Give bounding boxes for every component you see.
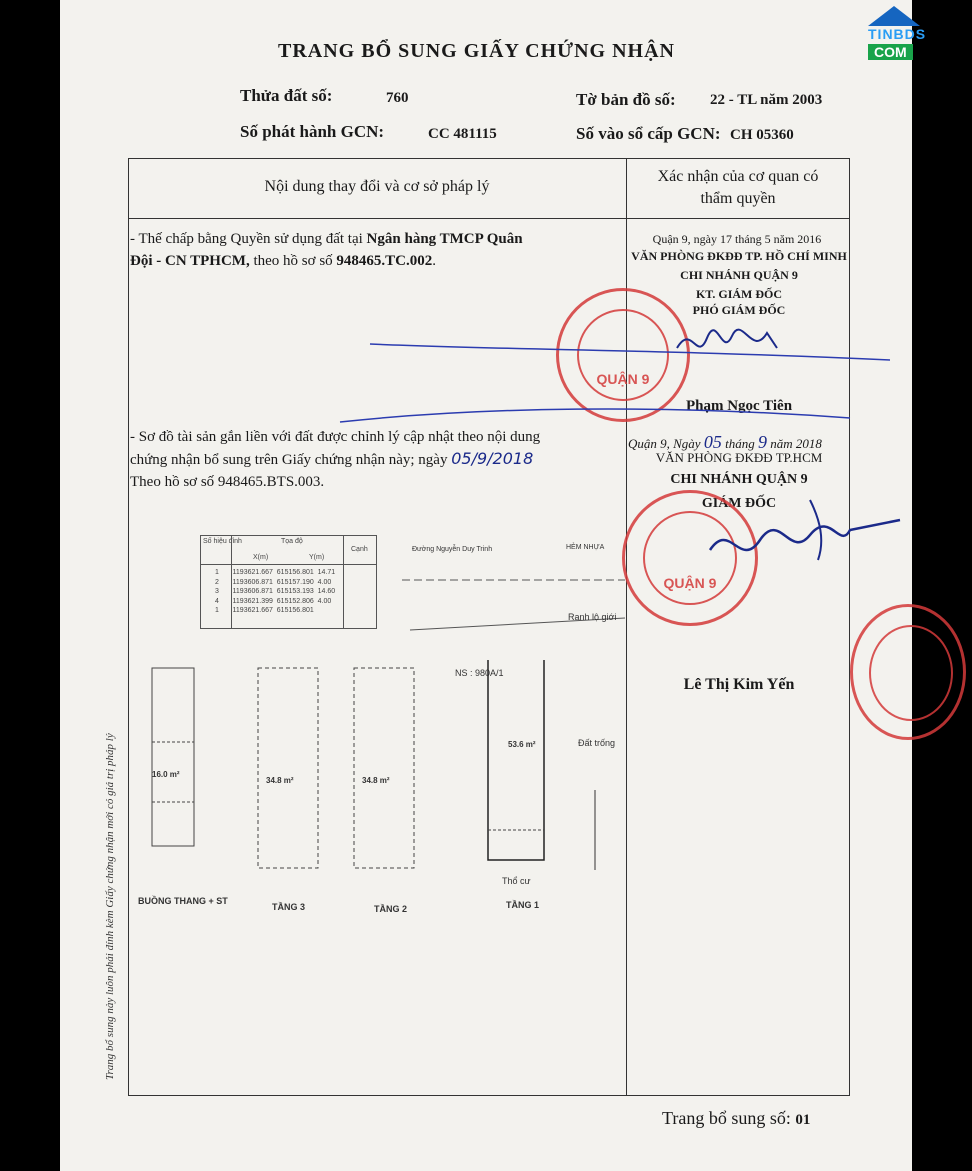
confirm2-signer: Lê Thị Kim Yến [683, 676, 795, 693]
parcel-value: 760 [386, 90, 409, 106]
road-lines [400, 560, 630, 640]
coordinate-table [200, 535, 377, 629]
margin-note: Trang bổ sung này luôn phải đính kèm Giấy chứng nhận mới có giá trị pháp lý [104, 733, 116, 1080]
site-logo[interactable] [866, 6, 926, 62]
entry1-branch: Đội - CN TPHCM, [130, 253, 250, 269]
vacant-label: Đất trống [578, 738, 616, 748]
page-value: 01 [795, 1112, 811, 1128]
header-divider [128, 218, 850, 219]
stamp2-district: QUẬN 9 [663, 575, 717, 591]
map-sheet-label: Tờ bản đồ số: [576, 90, 676, 109]
confirm2-year: năm 2018 [770, 436, 822, 451]
map-sheet-value: 22 - TL năm 2003 [710, 92, 823, 108]
column-header-changes: Nội dung thay đổi và cơ sở pháp lý [264, 178, 490, 195]
entry2-line1: - Sơ đồ tài sản gắn liền với đất được chỉnh lý cập nhật theo nội dung [130, 429, 541, 445]
page-label: Trang bổ sung số: [662, 1108, 791, 1128]
land-type-label: Thổ cư [502, 876, 531, 886]
coord-header-vertex: Số hiệu đỉnh [203, 538, 242, 545]
column-header-confirm-1: Xác nhận của cơ quan có [657, 168, 819, 185]
register-label: Số vào sổ cấp GCN: [576, 124, 721, 143]
entry-diagram-update [130, 426, 624, 493]
entry-mortgage [130, 228, 624, 272]
coord-sub-y: Y(m) [309, 554, 325, 561]
plan-label-floor3: TẦNG 3 [272, 902, 306, 912]
issue-label: Số phát hành GCN: [240, 122, 385, 141]
ns-label: NS : 980A/1 [455, 668, 504, 678]
parcel-label: Thửa đất số: [240, 86, 333, 105]
confirm2-month-label: tháng [725, 436, 755, 451]
column-header-confirm-2: thẩm quyền [700, 190, 776, 207]
entry1-code: 948465.TC.002 [336, 253, 433, 269]
alley-label: HẺM NHỰA [566, 544, 605, 551]
register-value: CH 05360 [730, 127, 794, 143]
page-number [662, 1108, 810, 1129]
plan-label-floor1: TẦNG 1 [506, 900, 540, 910]
stamp1-district: QUẬN 9 [596, 371, 650, 387]
confirm1-date: Quận 9, ngày 17 tháng 5 năm 2016 [652, 232, 822, 246]
pen-stroke-2 [330, 402, 860, 432]
confirm1-office: VĂN PHÒNG ĐKĐĐ TP. HỒ CHÍ MINH [631, 249, 847, 263]
house-icon [868, 6, 920, 26]
floor-plans [140, 660, 600, 890]
logo-text-1: TINBDS [868, 26, 927, 42]
issue-value: CC 481115 [428, 126, 497, 142]
plan-label-floor2: TẦNG 2 [374, 904, 408, 914]
page-title: TRANG BỔ SUNG GIẤY CHỨNG NHẬN [278, 40, 675, 62]
coord-rows [215, 568, 335, 616]
coord-header-edge: Cạnh [351, 546, 368, 553]
coord-row: 3 1193606.871 615153.193 14.60 [215, 588, 336, 595]
confirm1-branch: CHI NHÁNH QUẬN 9 [680, 268, 798, 282]
entry1-prefix: - Thế chấp bằng Quyền sử dụng đất tại [130, 231, 367, 247]
coord-row: 4 1193621.399 615152.806 4.00 [215, 597, 332, 605]
entry2-line2: chứng nhận bổ sung trên Giấy chứng nhận này; ngày [130, 452, 448, 468]
logo-text-2: COM [868, 44, 913, 60]
entry2-line3: Theo hồ sơ số 948465.BTS.003. [130, 474, 325, 490]
official-stamp-3 [850, 604, 966, 740]
entry1-bank: Ngân hàng TMCP Quân [366, 231, 523, 247]
entry2-date: 05/9/2018 [451, 449, 534, 468]
confirm2-office: VĂN PHÒNG ĐKĐĐ TP.HCM [655, 450, 823, 465]
area-stair: 16.0 m² [152, 770, 180, 779]
coord-header-coords: Tọa độ [281, 538, 303, 545]
coord-row: 2 1193606.871 615157.190 4.00 [215, 578, 332, 586]
coord-sub-x: X(m) [253, 554, 269, 561]
coord-row: 1 1193621.667 615156.801 14.71 [215, 569, 336, 576]
confirm2-branch: CHI NHÁNH QUẬN 9 [670, 472, 808, 487]
confirm2-role: GIÁM ĐỐC [701, 496, 777, 511]
confirm2-month: 9 [757, 432, 767, 452]
confirm1-role1: KT. GIÁM ĐỐC [695, 287, 783, 301]
confirm2-day: 05 [703, 432, 722, 452]
area-floor3: 34.8 m² [266, 776, 294, 785]
road-label: Đường Nguyễn Duy Trinh [412, 546, 493, 553]
pen-stroke-1 [360, 330, 900, 370]
signature-2 [700, 480, 910, 590]
entry1-end: . [432, 253, 436, 269]
area-floor1: 53.6 m² [508, 740, 536, 749]
entry1-mid: theo hồ sơ số [249, 253, 337, 269]
confirm1-role2: PHÓ GIÁM ĐỐC [692, 303, 786, 317]
confirm2-date-prefix: Quận 9, Ngày [628, 436, 701, 451]
coord-row: 1 1193621.667 615156.801 [215, 607, 314, 614]
confirm1-signer: Phạm Ngọc Tiên [685, 398, 793, 414]
area-floor2: 34.8 m² [362, 776, 390, 785]
boundary-label: Ranh lộ giới [568, 612, 617, 622]
plan-label-stair: BUỒNG THANG + ST [138, 896, 228, 906]
